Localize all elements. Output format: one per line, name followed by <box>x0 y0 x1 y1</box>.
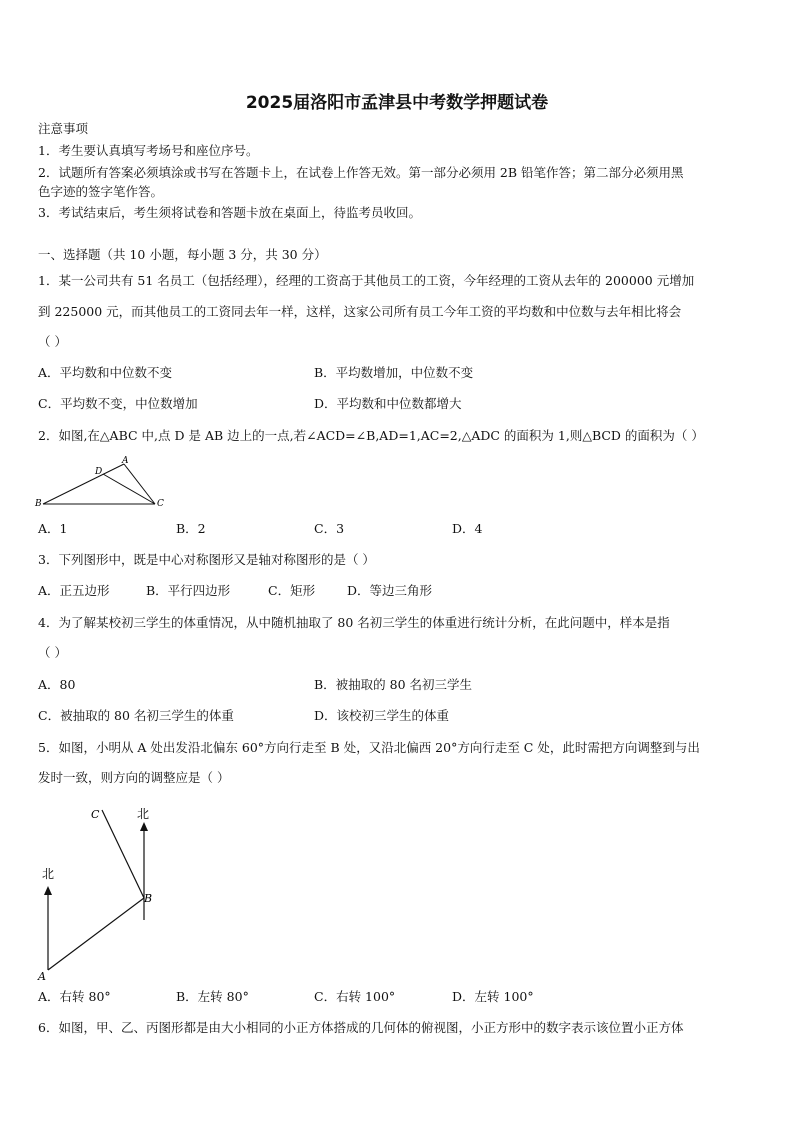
figure-label-b: B <box>144 892 153 905</box>
question-5-option-a: A．右转 80° <box>38 989 111 1004</box>
question-2-option-d: D．4 <box>452 521 483 536</box>
question-6-line: 6．如图，甲、乙、丙图形都是由大小相同的小正方体搭成的几何体的俯视图，小正方形中的数字表示该位置小正方体 <box>38 1020 684 1035</box>
question-5-option-d: D．左转 100° <box>452 989 534 1004</box>
question-5-line-1: 5．如图，小明从 A 处出发沿北偏东 60°方向行走至 B 处，又沿北偏西 20°方向行走至 C 处，此时需把方向调整到与出 <box>38 740 700 755</box>
notice-item-2: 2．试题所有答案必须填涂或书写在答题卡上，在试卷上作答无效。第一部分必须用 2B 铅笔作答；第二部分必须用黑 <box>38 165 684 180</box>
question-1-line-1: 1．某一公司共有 51 名员工（包括经理），经理的工资高于其他员工的工资，今年经理的工资从去年的 200000 元增加 <box>38 273 695 288</box>
question-5-line-2: 发时一致，则方向的调整应是（ ） <box>38 770 230 785</box>
page-title: 2025届洛阳市孟津县中考数学押题试卷 <box>245 93 549 113</box>
question-2-option-a: A．1 <box>38 521 68 536</box>
question-4-option-b: B．被抽取的 80 名初三学生 <box>314 677 473 692</box>
north-arrow-icon <box>44 886 52 895</box>
question-4-option-c: C．被抽取的 80 名初三学生的体重 <box>38 708 234 723</box>
question-3-option-d: D．等边三角形 <box>347 583 433 598</box>
question-3-option-c: C．矩形 <box>268 583 316 598</box>
figure-label-a: A <box>122 456 129 466</box>
question-4-option-a: A．80 <box>38 677 76 692</box>
question-2-option-c: C．3 <box>314 521 345 536</box>
question-1-line-3: （ ） <box>38 334 67 349</box>
north-label-a: 北 <box>42 867 55 881</box>
triangle-figure <box>34 454 170 512</box>
notice-item-2-cont: 色字迹的签字笔作答。 <box>38 184 164 199</box>
question-5-option-b: B．左转 80° <box>176 989 249 1004</box>
figure-label-c: C <box>157 499 164 509</box>
direction-figure <box>30 794 170 984</box>
question-4-option-d: D．该校初三学生的体重 <box>314 708 450 723</box>
question-3-option-b: B．平行四边形 <box>146 583 231 598</box>
question-1-line-2: 到 225000 元，而其他员工的工资同去年一样，这样，这家公司所有员工今年工资的平均数和中位数与去年相比将会 <box>38 304 682 319</box>
question-1-option-a: A．平均数和中位数不变 <box>38 365 173 380</box>
question-3-line: 3．下列图形中，既是中心对称图形又是轴对称图形的是（ ） <box>38 552 375 567</box>
question-4-line-2: （ ） <box>38 645 67 660</box>
notice-heading: 注意事项 <box>38 121 89 136</box>
notice-item-3: 3．考试结束后，考生须将试卷和答题卡放在桌面上，待监考员收回。 <box>38 205 421 220</box>
question-2-line: 2．如图,在△ABC 中,点 D 是 AB 边上的一点,若∠ACD=∠B,AD=1,AC=2,△ADC 的面积为 1,则△BCD 的面积为（ ） <box>38 428 704 443</box>
figure-label-c: C <box>91 808 100 821</box>
question-2-option-b: B．2 <box>176 521 206 536</box>
notice-item-1: 1．考生要认真填写考场号和座位序号。 <box>38 143 259 158</box>
figure-label-b: B <box>35 499 42 509</box>
question-1-option-c: C．平均数不变，中位数增加 <box>38 396 198 411</box>
figure-label-d: D <box>95 467 103 477</box>
question-1-option-b: B．平均数增加，中位数不变 <box>314 365 474 380</box>
question-3-option-a: A．正五边形 <box>38 583 110 598</box>
question-4-line-1: 4．为了解某校初三学生的体重情况，从中随机抽取了 80 名初三学生的体重进行统计分析，在此问题中，样本是指 <box>38 615 670 630</box>
question-5-option-c: C．右转 100° <box>314 989 396 1004</box>
north-label-b: 北 <box>137 807 150 821</box>
section-heading: 一、选择题（共 10 小题，每小题 3 分，共 30 分） <box>38 247 327 262</box>
north-arrow-icon <box>140 822 148 831</box>
question-1-option-d: D．平均数和中位数都增大 <box>314 396 462 411</box>
figure-label-a: A <box>38 970 46 983</box>
